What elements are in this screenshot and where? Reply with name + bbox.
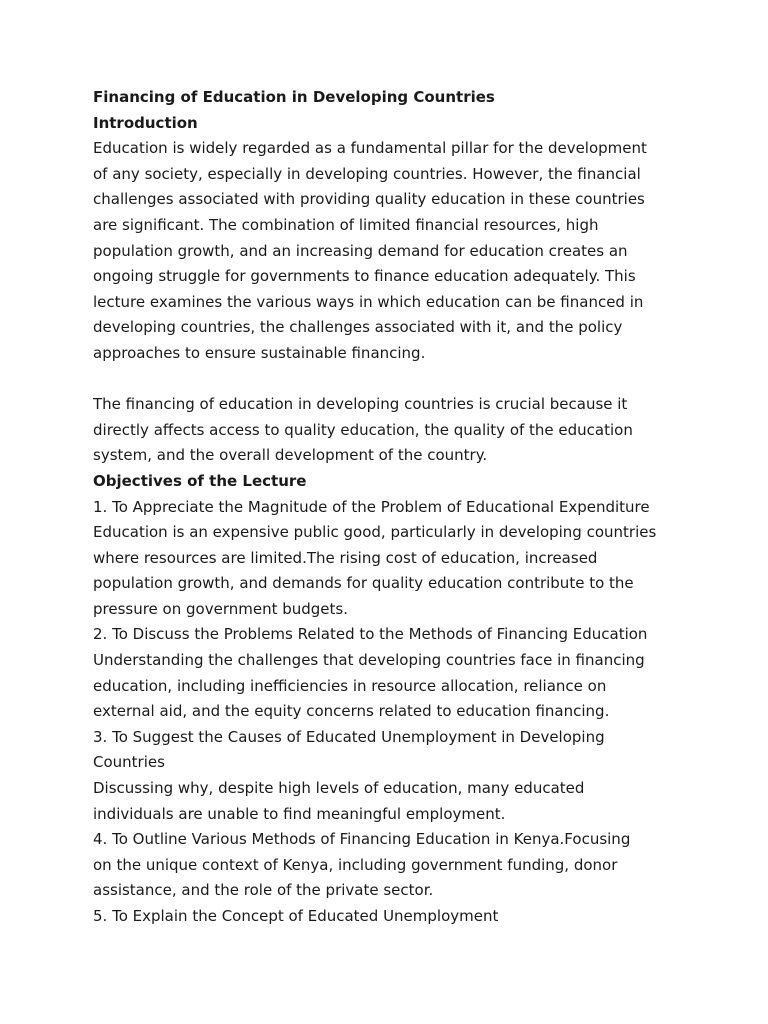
objective-line: pressure on government budgets. xyxy=(93,599,348,618)
second-paragraph xyxy=(93,392,693,469)
objective-line: population growth, and demands for quality education contribute to the xyxy=(93,574,634,593)
objective-line: Countries xyxy=(93,753,165,772)
intro-line: Education is widely regarded as a fundamental pillar for the development xyxy=(93,139,647,158)
objective-line: 5. To Explain the Concept of Educated Unemployment xyxy=(93,907,499,925)
objective-line: 4. To Outline Various Methods of Financing Education in Kenya.Focusing xyxy=(93,830,631,849)
objective-line: individuals are unable to find meaningful employment. xyxy=(93,804,506,823)
document-page xyxy=(93,85,693,930)
objective-line: 2. To Discuss the Problems Related to the Methods of Financing Education xyxy=(93,625,648,644)
paragraph-line: The financing of education in developing countries is crucial because it xyxy=(93,395,628,414)
intro-paragraph xyxy=(93,136,693,366)
intro-heading: Introduction xyxy=(93,113,198,132)
objective-line: Discussing why, despite high levels of education, many educated xyxy=(93,779,585,798)
objectives-list xyxy=(93,495,693,930)
intro-line: challenges associated with providing quality education in these countries xyxy=(93,190,645,209)
intro-line: approaches to ensure sustainable financing. xyxy=(93,343,426,362)
paragraph-line: system, and the overall development of the country. xyxy=(93,446,488,465)
document-title: Financing of Education in Developing Countries xyxy=(93,88,495,106)
paragraph-line: directly affects access to quality education, the quality of the education xyxy=(93,420,633,439)
objective-line: Understanding the challenges that developing countries face in financing xyxy=(93,651,645,670)
intro-line: ongoing struggle for governments to finance education adequately. This xyxy=(93,267,636,286)
intro-line: population growth, and an increasing demand for education creates an xyxy=(93,241,628,260)
objective-line: 3. To Suggest the Causes of Educated Unemployment in Developing xyxy=(93,727,605,746)
objective-line: Education is an expensive public good, particularly in developing countries xyxy=(93,523,657,542)
intro-line: developing countries, the challenges associated with it, and the policy xyxy=(93,318,623,337)
paragraph-spacer xyxy=(93,367,693,393)
objective-line: on the unique context of Kenya, including government funding, donor xyxy=(93,855,618,874)
objective-line: education, including inefficiencies in resource allocation, reliance on xyxy=(93,676,607,695)
objective-line: where resources are limited.The rising cost of education, increased xyxy=(93,548,598,567)
objective-line: assistance, and the role of the private sector. xyxy=(93,881,434,900)
intro-line: of any society, especially in developing countries. However, the financial xyxy=(93,164,641,183)
objectives-heading: Objectives of the Lecture xyxy=(93,471,307,490)
objective-line: external aid, and the equity concerns related to education financing. xyxy=(93,702,610,721)
intro-line: are significant. The combination of limited financial resources, high xyxy=(93,215,599,234)
intro-line: lecture examines the various ways in which education can be financed in xyxy=(93,292,644,311)
objective-line: 1. To Appreciate the Magnitude of the Problem of Educational Expenditure xyxy=(93,497,650,516)
